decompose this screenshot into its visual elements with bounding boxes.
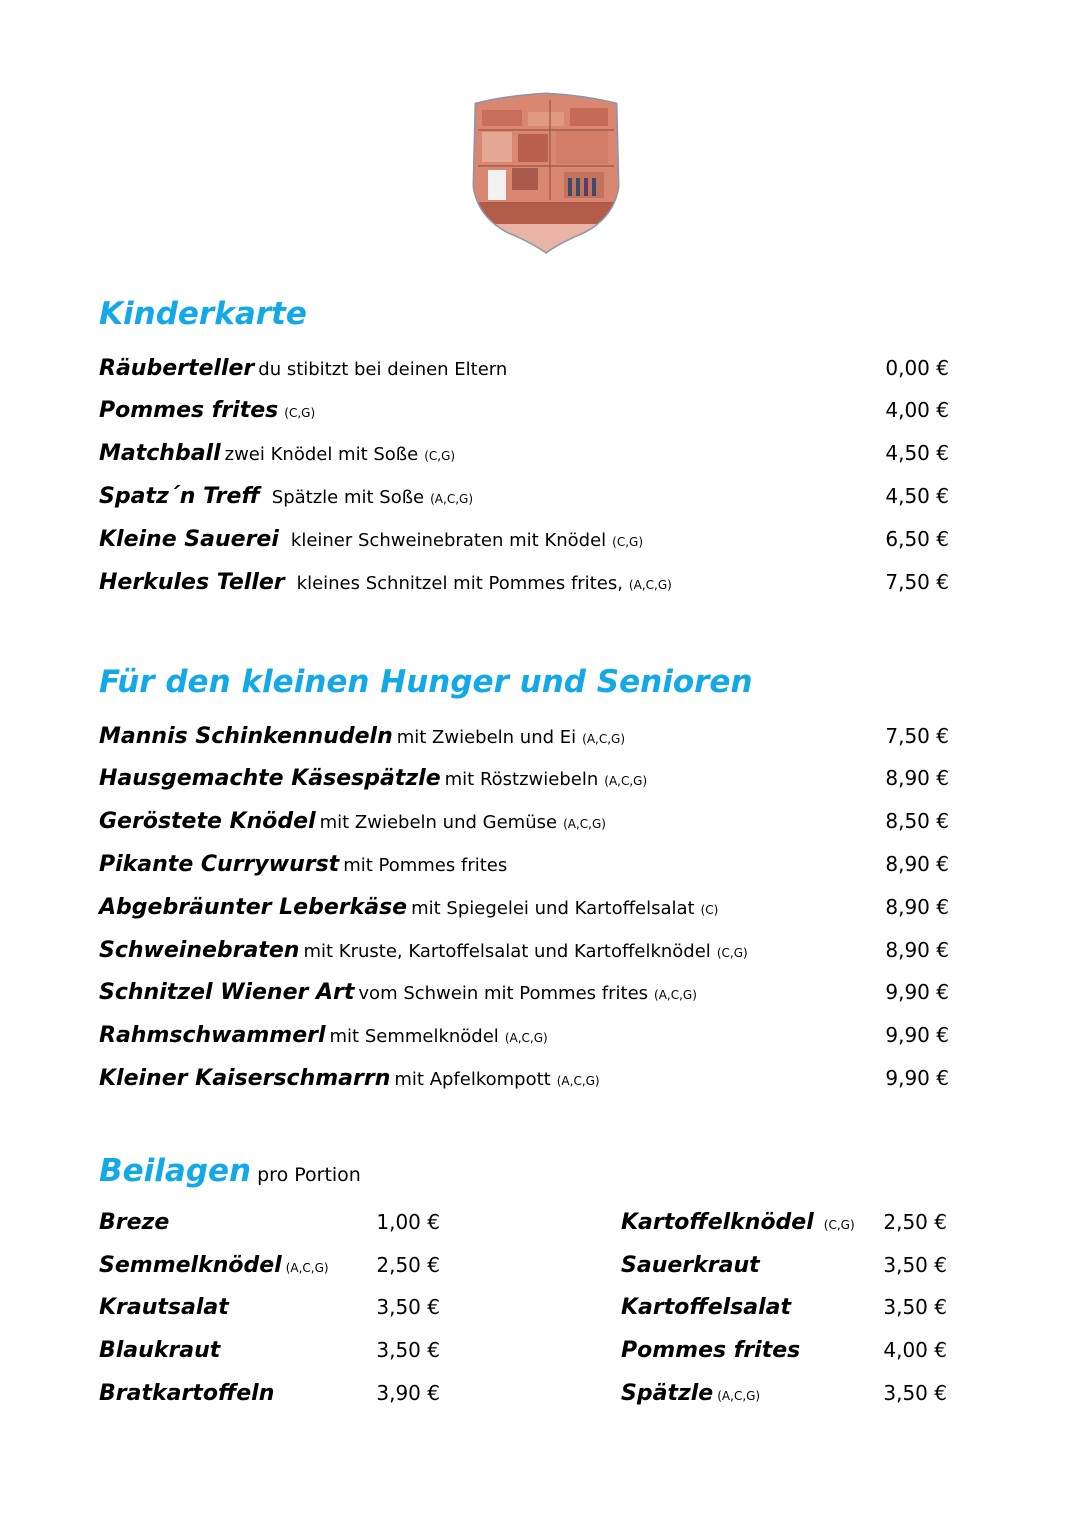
item-description: kleiner Schweinebraten mit Knödel	[290, 530, 607, 551]
item-price: 8,90 €	[885, 938, 949, 962]
item-name: Pikante Currywurst	[99, 852, 340, 877]
item-description: mit Zwiebeln und Ei	[396, 727, 577, 748]
restaurant-logo-shield	[468, 90, 624, 254]
item-name: Breze	[99, 1210, 170, 1235]
item-description: mit Röstzwiebeln	[444, 769, 599, 790]
side-dish-price: 3,90 €	[376, 1381, 440, 1405]
side-dish-price: 3,50 €	[883, 1253, 947, 1277]
item-allergens: (C,G)	[424, 449, 456, 463]
item-allergens: (C)	[700, 903, 719, 917]
item-name: Sauerkraut	[621, 1253, 760, 1278]
item-name: Schnitzel Wiener Art	[99, 980, 355, 1005]
menu-item	[99, 484, 949, 514]
side-dish-name	[99, 1338, 220, 1368]
item-price: 4,50 €	[885, 484, 949, 508]
item-name: Hausgemachte Käsespätzle	[99, 766, 441, 791]
item-name: Räuberteller	[99, 356, 255, 381]
item-name: Kleiner Kaiserschmarrn	[99, 1066, 391, 1091]
item-name: Rahmschwammerl	[99, 1023, 326, 1048]
item-name: Bratkartoffeln	[99, 1381, 275, 1406]
item-name: Geröstete Knödel	[99, 809, 316, 834]
item-price: 8,50 €	[885, 809, 949, 833]
item-allergens: (C,G)	[716, 946, 748, 960]
menu-item	[99, 852, 949, 882]
item-name: Kartoffelknödel	[621, 1210, 814, 1235]
item-price: 4,00 €	[885, 398, 949, 422]
side-dish-name	[99, 1253, 329, 1283]
item-name: Krautsalat	[99, 1295, 229, 1320]
section-title-kinderkarte: Kinderkarte	[99, 296, 307, 332]
item-name: Herkules Teller	[99, 570, 285, 595]
item-description: zwei Knödel mit Soße	[224, 444, 419, 465]
section-title-beilagen	[99, 1153, 361, 1189]
item-description: mit Zwiebeln und Gemüse	[319, 812, 558, 833]
item-price: 9,90 €	[885, 1066, 949, 1090]
side-dish-price: 3,50 €	[883, 1295, 947, 1319]
menu-item	[99, 398, 949, 428]
side-dish-name	[621, 1253, 760, 1283]
item-price: 4,50 €	[885, 441, 949, 465]
item-price: 0,00 €	[885, 356, 949, 380]
item-price: 9,90 €	[885, 980, 949, 1004]
item-description: du stibitzt bei deinen Eltern	[258, 359, 508, 380]
side-dish-name	[99, 1295, 229, 1325]
side-dish-name	[621, 1381, 760, 1411]
item-description: mit Apfelkompott	[394, 1069, 551, 1090]
side-dish-name	[99, 1381, 274, 1411]
side-dish-name	[621, 1338, 800, 1368]
item-name: Spätzle	[621, 1381, 714, 1406]
side-dish-price: 4,00 €	[883, 1338, 947, 1362]
section-subtitle: pro Portion	[257, 1164, 361, 1186]
item-price: 8,90 €	[885, 852, 949, 876]
menu-item	[99, 980, 949, 1010]
menu-item	[99, 570, 949, 600]
side-dish-price: 3,50 €	[883, 1381, 947, 1405]
item-description: mit Spiegelei und Kartoffelsalat	[411, 898, 695, 919]
side-dish-price: 1,00 €	[376, 1210, 440, 1234]
item-price: 8,90 €	[885, 895, 949, 919]
item-name: Kartoffelsalat	[621, 1295, 791, 1320]
menu-item	[99, 527, 949, 557]
item-name: Schweinebraten	[99, 938, 300, 963]
item-allergens: (A,C,G)	[654, 988, 697, 1002]
item-allergens: (A,C,G)	[563, 817, 606, 831]
menu-item	[99, 895, 949, 925]
item-description: mit Semmelknödel	[329, 1026, 499, 1047]
item-allergens: (C,G)	[612, 535, 644, 549]
menu-item	[99, 766, 949, 796]
item-allergens: (A,C,G)	[285, 1261, 329, 1275]
item-allergens: (A,C,G)	[604, 774, 648, 788]
menu-item	[99, 1066, 949, 1096]
item-name: Spatz´n Treff	[99, 484, 260, 509]
item-description: mit Pommes frites	[343, 855, 508, 876]
item-allergens: (C,G)	[823, 1218, 855, 1232]
menu-item	[99, 356, 949, 386]
item-description: kleines Schnitzel mit Pommes frites,	[296, 573, 623, 594]
section-title-text: Beilagen	[99, 1153, 252, 1189]
item-allergens: (A,C,G)	[582, 732, 626, 746]
menu-item	[99, 938, 949, 968]
side-dish-name	[99, 1210, 169, 1240]
item-name: Mannis Schinkennudeln	[99, 724, 393, 749]
item-name: Matchball	[99, 441, 221, 466]
item-name: Kleine Sauerei	[99, 527, 279, 552]
menu-item	[99, 441, 949, 471]
item-description: mit Kruste, Kartoffelsalat und Kartoffelknödel	[303, 941, 711, 962]
side-dish-price: 3,50 €	[376, 1295, 440, 1319]
item-name: Abgebräunter Leberkäse	[99, 895, 408, 920]
item-allergens: (A,C,G)	[504, 1031, 548, 1045]
item-allergens: (A,C,G)	[430, 492, 474, 506]
item-price: 8,90 €	[885, 766, 949, 790]
side-dish-name	[621, 1295, 791, 1325]
item-price: 7,50 €	[885, 724, 949, 748]
item-name: Pommes frites	[621, 1338, 801, 1363]
item-name: Semmelknödel	[99, 1253, 282, 1278]
item-price: 6,50 €	[885, 527, 949, 551]
item-description: Spätzle mit Soße	[271, 487, 425, 508]
side-dish-price: 2,50 €	[376, 1253, 440, 1277]
item-description: vom Schwein mit Pommes frites	[358, 983, 649, 1004]
item-price: 9,90 €	[885, 1023, 949, 1047]
menu-item	[99, 1023, 949, 1053]
menu-item	[99, 724, 949, 754]
item-allergens: (A,C,G)	[717, 1389, 761, 1403]
side-dish-price: 3,50 €	[376, 1338, 440, 1362]
item-allergens: (A,C,G)	[628, 578, 672, 592]
side-dish-price: 2,50 €	[883, 1210, 947, 1234]
side-dish-name	[621, 1210, 855, 1240]
item-name: Pommes frites	[99, 398, 279, 423]
section-title-senioren: Für den kleinen Hunger und Senioren	[99, 664, 753, 700]
item-price: 7,50 €	[885, 570, 949, 594]
item-name: Blaukraut	[99, 1338, 221, 1363]
menu-item	[99, 809, 949, 839]
item-allergens: (A,C,G)	[556, 1074, 600, 1088]
item-allergens: (C,G)	[284, 406, 316, 420]
